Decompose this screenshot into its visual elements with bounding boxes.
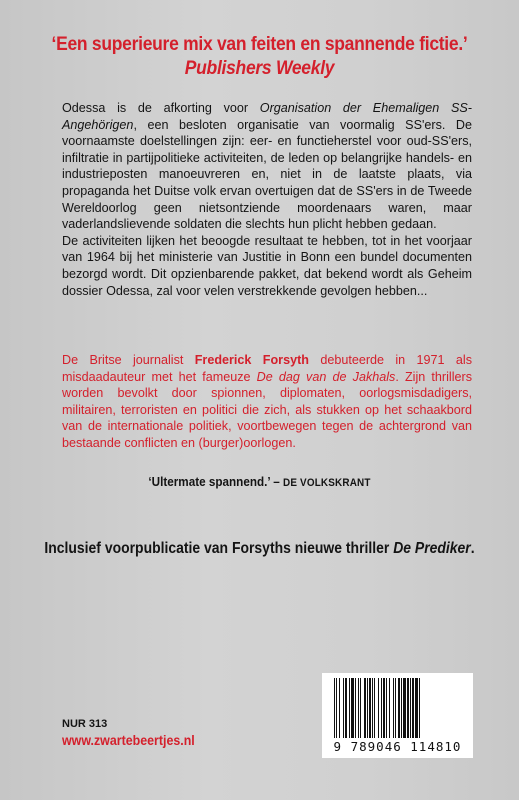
author-name: Frederick Forsyth bbox=[194, 353, 309, 367]
top-quote-source: Publishers Weekly bbox=[184, 58, 335, 79]
review-dash: – bbox=[269, 474, 283, 489]
bio-b: debuteerde in 1971 als misdaadauteur met het fameuze bbox=[62, 353, 472, 384]
bio-c: . Zijn thrillers worden bevolkt door spionnen, diplomaten, oorlogsmisdadigers, militairen, terroristen en politici die zich, als stukken op het schaakbord van de internationale politiek, voortbewegen tegen de achtergrond van bestaande conflicten en (burger)oorlogen. bbox=[62, 369, 472, 450]
barcode-bars bbox=[334, 678, 461, 738]
bio-a: De Britse journalist bbox=[62, 353, 195, 367]
top-quote-text: ‘Een superieure mix van feiten en spannende fictie.’ bbox=[51, 34, 468, 55]
preview-text: Inclusief voorpublicatie van Forsyths nieuwe thriller bbox=[44, 540, 394, 557]
preview-title: De Prediker bbox=[393, 540, 471, 557]
blurb-paragraph-1 bbox=[62, 100, 472, 233]
isbn-number: 9 789046 114810 bbox=[333, 739, 462, 754]
barcode bbox=[322, 673, 473, 758]
blurb-paragraph-2: De activiteiten lijken het beoogde resultaat te hebben, tot in het voorjaar van 1964 bij het ministerie van Justitie in Bonn een bundel documenten bezorgd wordt. Dit opzienbarende pakket, dat bekend wordt als Geheim dossier Odessa, zal voor velen verstrekkende gevolgen hebben... bbox=[62, 233, 472, 298]
top-quote bbox=[21, 33, 498, 81]
website-link[interactable]: www.zwartebeertjes.nl bbox=[62, 733, 195, 748]
blurb-p1-b: , een besloten organisatie van voormalig SS'ers. De voornaamste doelstellingen zijn: eer- en functieherstel voor oud-SS'ers, infiltratie in partijpolitieke activiteiten, de leden op belangrijke handels- en industrieposten manoeuvreren en, niet in de laatste plaats, via propaganda het Duitse volk ervan overtuigen dat de SS'ers in de Tweede Wereldoorlog geen nietsontziende moordenaars waren, maar vaderlandslievende soldaten die slechts hun plicht hebben gedaan. bbox=[62, 117, 472, 232]
review-text: ‘Ultermate spannend.’ bbox=[148, 474, 270, 489]
author-bio bbox=[62, 352, 472, 452]
author-bio-paragraph bbox=[62, 352, 472, 452]
blurb bbox=[62, 100, 472, 299]
nur-code: NUR 313 bbox=[62, 718, 108, 730]
preview-note bbox=[26, 540, 493, 558]
review-quote bbox=[26, 474, 493, 489]
blurb-p1-a: Odessa is de afkorting voor bbox=[62, 101, 260, 115]
debut-title: De dag van de Jakhals bbox=[256, 369, 396, 384]
preview-end: . bbox=[470, 540, 475, 557]
review-source: DE VOLKSKRANT bbox=[282, 477, 371, 489]
blurb-p1-organisation: Organisation der Ehemaligen SS-Angehörigen bbox=[62, 101, 472, 132]
